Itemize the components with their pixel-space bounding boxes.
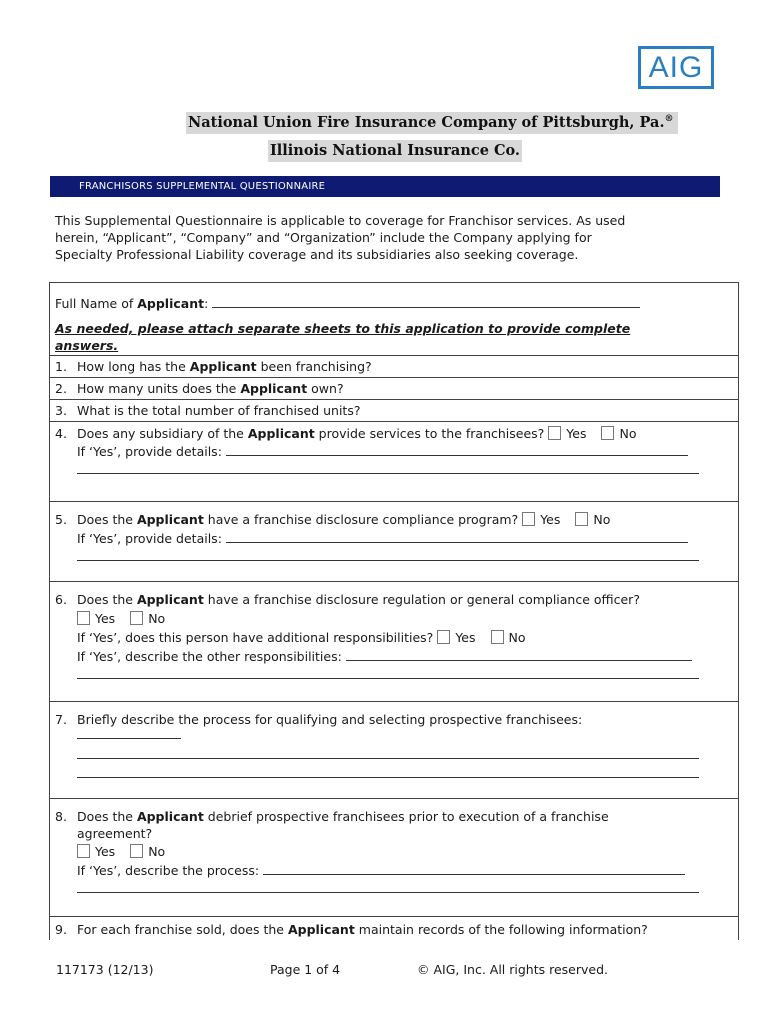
question-number: 4.	[55, 426, 67, 441]
question-text: have a franchise disclosure regulation or general compliance officer?	[203, 592, 640, 607]
q7-answer-field[interactable]	[77, 726, 181, 739]
question-6	[50, 582, 738, 702]
q6-describe-field-2[interactable]	[77, 666, 699, 679]
applicant-term: Applicant	[240, 381, 308, 396]
applicant-term: Applicant	[247, 426, 315, 441]
question-5-text	[55, 511, 610, 528]
question-text: have a franchise disclosure compliance program?	[203, 512, 519, 527]
question-4-text	[55, 425, 636, 442]
q5-details-field[interactable]	[226, 530, 688, 543]
question-text: Briefly describe the process for qualifying and selecting prospective franchisees:	[77, 712, 583, 727]
q6-describe-row	[77, 648, 692, 665]
no-label: No	[148, 844, 166, 859]
no-label: No	[619, 426, 637, 441]
q8-yes-checkbox[interactable]	[77, 844, 90, 858]
q5-no-checkbox[interactable]	[575, 512, 588, 526]
question-number: 3.	[55, 403, 67, 418]
applicant-term: Applicant	[136, 592, 204, 607]
company1-text: National Union Fire Insurance Company of Pittsburgh, Pa.	[188, 114, 665, 131]
yes-label: Yes	[540, 512, 561, 527]
q5-details-row-2	[77, 548, 699, 565]
applicant-term: Applicant	[136, 512, 204, 527]
question-text: What is the total number of franchised units?	[77, 403, 361, 418]
yes-label: Yes	[455, 630, 476, 645]
question-text: Does any subsidiary of the	[77, 426, 248, 441]
full-name-row	[55, 295, 640, 312]
question-text: Does the	[77, 809, 137, 824]
q4-details-row-2	[77, 461, 699, 478]
question-number: 2.	[55, 381, 67, 396]
question-text: own?	[307, 381, 344, 396]
q8-describe-row-2	[77, 880, 699, 897]
company-name-illinois-national: Illinois National Insurance Co.	[268, 140, 522, 162]
q4-details-row	[77, 443, 688, 460]
attach-note-line: As needed, please attach separate sheets to this application to provide complete	[55, 321, 631, 336]
q6-additional-row	[77, 629, 526, 646]
yes-label: Yes	[95, 611, 116, 626]
yes-label: Yes	[566, 426, 587, 441]
aig-logo: AIG	[638, 46, 714, 89]
question-text: debrief prospective franchisees prior to execution of a franchise	[203, 809, 609, 824]
question-text: If ‘Yes’, describe the other responsibilities:	[77, 649, 346, 664]
question-2-text	[55, 380, 344, 397]
attach-note-line: answers.	[55, 338, 119, 353]
q4-details-field[interactable]	[226, 443, 688, 456]
q6-additional-yes-checkbox[interactable]	[437, 630, 450, 644]
q8-no-checkbox[interactable]	[130, 844, 143, 858]
question-8-text	[55, 808, 609, 825]
question-2	[50, 378, 738, 400]
question-7	[50, 702, 738, 799]
q4-details-field-2[interactable]	[77, 461, 699, 474]
q8-describe-field-2[interactable]	[77, 880, 699, 893]
question-5	[50, 502, 738, 582]
question-text: been franchising?	[256, 359, 372, 374]
no-label: No	[148, 611, 166, 626]
question-number: 7.	[55, 712, 67, 727]
q5-yes-checkbox[interactable]	[522, 512, 535, 526]
q8-describe-row	[77, 862, 685, 879]
question-number: 6.	[55, 592, 67, 607]
question-text: If ‘Yes’, describe the process:	[77, 863, 264, 878]
question-3	[50, 400, 738, 422]
q6-no-checkbox[interactable]	[130, 611, 143, 625]
q5-details-field-2[interactable]	[77, 548, 699, 561]
applicant-term: Applicant	[136, 809, 204, 824]
intro-paragraph	[55, 212, 720, 263]
q7-answer-field-2[interactable]	[77, 746, 699, 759]
intro-line: This Supplemental Questionnaire is applicable to coverage for Franchisor services. As used	[55, 213, 626, 228]
page-number: Page 1 of 4	[270, 962, 341, 977]
question-9-text	[55, 921, 648, 938]
applicant-term: Applicant	[287, 922, 355, 937]
q8-describe-field[interactable]	[263, 862, 685, 875]
copyright-notice: © AIG, Inc. All rights reserved.	[417, 962, 608, 977]
questionnaire-form	[49, 282, 739, 940]
question-text: Does the	[77, 512, 137, 527]
question-1	[50, 356, 738, 378]
question-8-text-cont: agreement?	[77, 826, 153, 841]
q6-additional-no-checkbox[interactable]	[491, 630, 504, 644]
full-name-field[interactable]	[212, 295, 640, 308]
question-4	[50, 422, 738, 502]
q7-answer-field-3[interactable]	[77, 765, 699, 778]
question-text: How many units does the	[77, 381, 241, 396]
q6-yes-no-row	[77, 610, 165, 627]
form-number: 117173 (12/13)	[56, 962, 154, 977]
q8-yes-no-row	[77, 843, 165, 860]
q6-describe-row-2	[77, 666, 699, 683]
question-6-text	[55, 591, 640, 608]
question-text: Does the	[77, 592, 137, 607]
applicant-term: Applicant	[189, 359, 257, 374]
colon: :	[204, 296, 213, 311]
q6-yes-checkbox[interactable]	[77, 611, 90, 625]
no-label: No	[593, 512, 611, 527]
full-name-label: Full Name of	[55, 296, 138, 311]
question-text: If ‘Yes’, does this person have additional responsibilities?	[77, 630, 434, 645]
intro-line: herein, “Applicant”, “Company” and “Organization” include the Company applying for	[55, 230, 592, 245]
q4-no-checkbox[interactable]	[601, 426, 614, 440]
details-label: If ‘Yes’, provide details:	[77, 531, 226, 546]
q6-describe-field[interactable]	[346, 648, 692, 661]
questionnaire-title-banner: FRANCHISORS SUPPLEMENTAL QUESTIONNAIRE	[50, 176, 720, 197]
question-3-text	[55, 402, 360, 419]
details-label: If ‘Yes’, provide details:	[77, 444, 226, 459]
no-label: No	[508, 630, 526, 645]
q7-answer-row-2	[77, 746, 699, 763]
intro-line: Specialty Professional Liability coverage and its subsidiaries also seeking coverage.	[55, 247, 579, 262]
q7-answer-row-3	[77, 765, 699, 782]
question-number: 1.	[55, 359, 67, 374]
q4-yes-checkbox[interactable]	[548, 426, 561, 440]
question-text: How long has the	[77, 359, 190, 374]
registered-mark: ®	[664, 114, 674, 125]
question-text: maintain records of the following information?	[354, 922, 648, 937]
full-name-section	[50, 283, 738, 356]
question-9	[50, 917, 738, 940]
question-number: 5.	[55, 512, 67, 527]
company-name-national-union	[186, 112, 678, 134]
question-text: provide services to the franchisees?	[314, 426, 545, 441]
applicant-term: Applicant	[137, 296, 205, 311]
question-1-text	[55, 358, 372, 375]
yes-label: Yes	[95, 844, 116, 859]
question-8	[50, 799, 738, 917]
question-number: 9.	[55, 922, 67, 937]
question-number: 8.	[55, 809, 67, 824]
q5-details-row	[77, 530, 688, 547]
question-text: For each franchise sold, does the	[77, 922, 288, 937]
q7-answer-row	[77, 726, 181, 743]
